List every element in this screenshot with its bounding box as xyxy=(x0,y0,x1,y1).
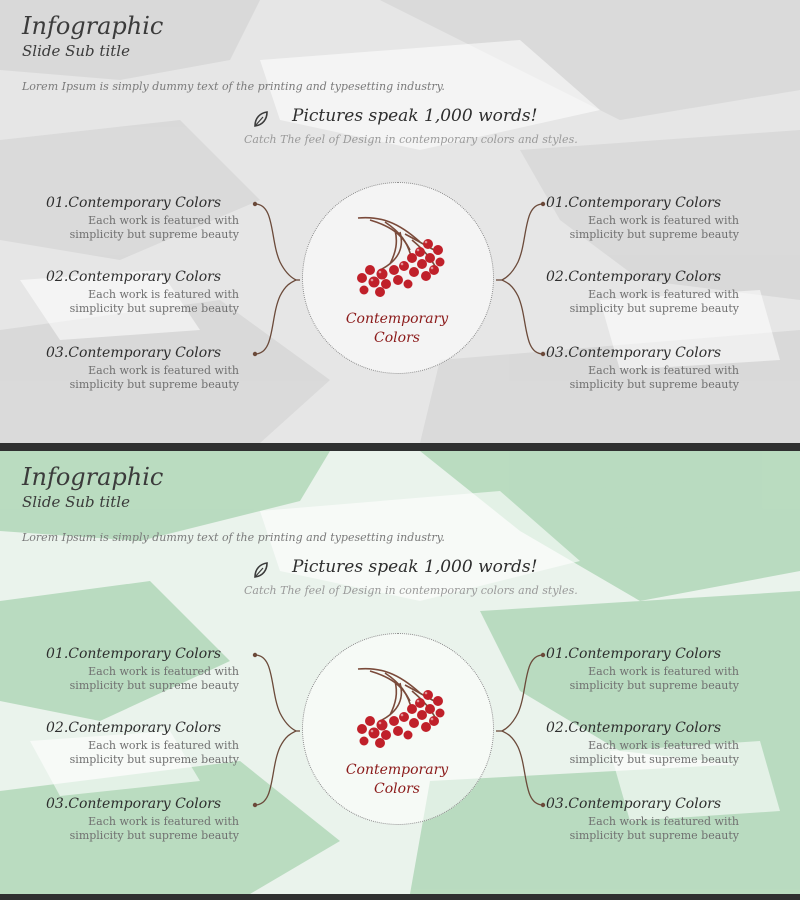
item-desc xyxy=(546,665,739,693)
right-item-3 xyxy=(546,796,746,843)
item-desc-line2: simplicity but supreme beauty xyxy=(569,302,739,315)
item-desc-line1: Each work is featured with xyxy=(88,288,239,301)
right-item-2 xyxy=(546,720,746,767)
right-item-3 xyxy=(546,345,746,392)
item-desc-line2: simplicity but supreme beauty xyxy=(69,302,239,315)
item-desc-line2: simplicity but supreme beauty xyxy=(69,679,239,692)
item-desc-line2: simplicity but supreme beauty xyxy=(569,228,739,241)
left-item-1 xyxy=(46,646,246,693)
item-desc-line1: Each work is featured with xyxy=(588,665,739,678)
item-desc-line2: simplicity but supreme beauty xyxy=(569,753,739,766)
slide-gray xyxy=(0,0,800,443)
item-desc xyxy=(546,364,739,392)
item-desc xyxy=(546,739,739,767)
right-item-1 xyxy=(546,195,746,242)
item-desc-line1: Each work is featured with xyxy=(588,739,739,752)
slide-title: Infographic xyxy=(22,463,164,491)
headline: Pictures speak 1,000 words! xyxy=(292,106,538,126)
item-title: 02.Contemporary Colors xyxy=(546,269,722,285)
slide-subtitle: Slide Sub title xyxy=(22,42,130,60)
item-title: 02.Contemporary Colors xyxy=(46,720,222,736)
tagline: Catch The feel of Design in contemporary colors and styles. xyxy=(244,584,578,597)
item-title: 01.Contemporary Colors xyxy=(46,646,222,662)
item-title: 03.Contemporary Colors xyxy=(546,345,722,361)
right-item-1 xyxy=(546,646,746,693)
item-desc-line1: Each work is featured with xyxy=(88,214,239,227)
left-item-1 xyxy=(46,195,246,242)
item-desc-line2: simplicity but supreme beauty xyxy=(69,378,239,391)
item-title: 02.Contemporary Colors xyxy=(46,269,222,285)
red-berries-image xyxy=(350,212,450,304)
item-desc-line1: Each work is featured with xyxy=(588,288,739,301)
left-item-2 xyxy=(46,269,246,316)
item-desc-line2: simplicity but supreme beauty xyxy=(69,829,239,842)
item-desc-line1: Each work is featured with xyxy=(588,214,739,227)
item-title: 01.Contemporary Colors xyxy=(546,195,722,211)
leaf-icon xyxy=(252,561,270,579)
slide-title: Infographic xyxy=(22,12,164,40)
item-desc-line1: Each work is featured with xyxy=(588,815,739,828)
item-desc xyxy=(46,739,239,767)
center-label-line2: Colors xyxy=(374,330,420,346)
right-item-2 xyxy=(546,269,746,316)
left-item-3 xyxy=(46,345,246,392)
center-label-line1: Contemporary xyxy=(345,311,449,327)
center-label xyxy=(322,761,472,799)
item-title: 01.Contemporary Colors xyxy=(546,646,722,662)
item-desc-line1: Each work is featured with xyxy=(88,364,239,377)
left-item-3 xyxy=(46,796,246,843)
item-desc xyxy=(546,815,739,843)
item-desc xyxy=(46,364,239,392)
tagline: Catch The feel of Design in contemporary colors and styles. xyxy=(244,133,578,146)
item-title: 03.Contemporary Colors xyxy=(546,796,722,812)
intro-text: Lorem Ipsum is simply dummy text of the printing and typesetting industry. xyxy=(22,80,445,93)
item-desc-line2: simplicity but supreme beauty xyxy=(69,753,239,766)
item-desc-line1: Each work is featured with xyxy=(88,665,239,678)
center-label-line2: Colors xyxy=(374,781,420,797)
intro-text: Lorem Ipsum is simply dummy text of the printing and typesetting industry. xyxy=(22,531,445,544)
item-title: 03.Contemporary Colors xyxy=(46,796,222,812)
item-desc-line1: Each work is featured with xyxy=(88,815,239,828)
item-desc xyxy=(546,288,739,316)
center-label xyxy=(322,310,472,348)
headline: Pictures speak 1,000 words! xyxy=(292,557,538,577)
item-title: 03.Contemporary Colors xyxy=(46,345,222,361)
left-item-2 xyxy=(46,720,246,767)
item-desc-line1: Each work is featured with xyxy=(88,739,239,752)
slide-subtitle: Slide Sub title xyxy=(22,493,130,511)
item-desc xyxy=(46,288,239,316)
slide-green xyxy=(0,451,800,894)
slide-divider xyxy=(0,443,800,451)
item-desc-line2: simplicity but supreme beauty xyxy=(569,679,739,692)
leaf-icon xyxy=(252,110,270,128)
item-title: 01.Contemporary Colors xyxy=(46,195,222,211)
red-berries-image xyxy=(350,663,450,755)
item-desc xyxy=(546,214,739,242)
center-label-line1: Contemporary xyxy=(345,762,449,778)
item-desc xyxy=(46,665,239,693)
item-desc xyxy=(46,214,239,242)
bottom-border xyxy=(0,894,800,900)
item-desc-line1: Each work is featured with xyxy=(588,364,739,377)
item-desc-line2: simplicity but supreme beauty xyxy=(69,228,239,241)
item-desc-line2: simplicity but supreme beauty xyxy=(569,829,739,842)
item-desc-line2: simplicity but supreme beauty xyxy=(569,378,739,391)
item-title: 02.Contemporary Colors xyxy=(546,720,722,736)
item-desc xyxy=(46,815,239,843)
